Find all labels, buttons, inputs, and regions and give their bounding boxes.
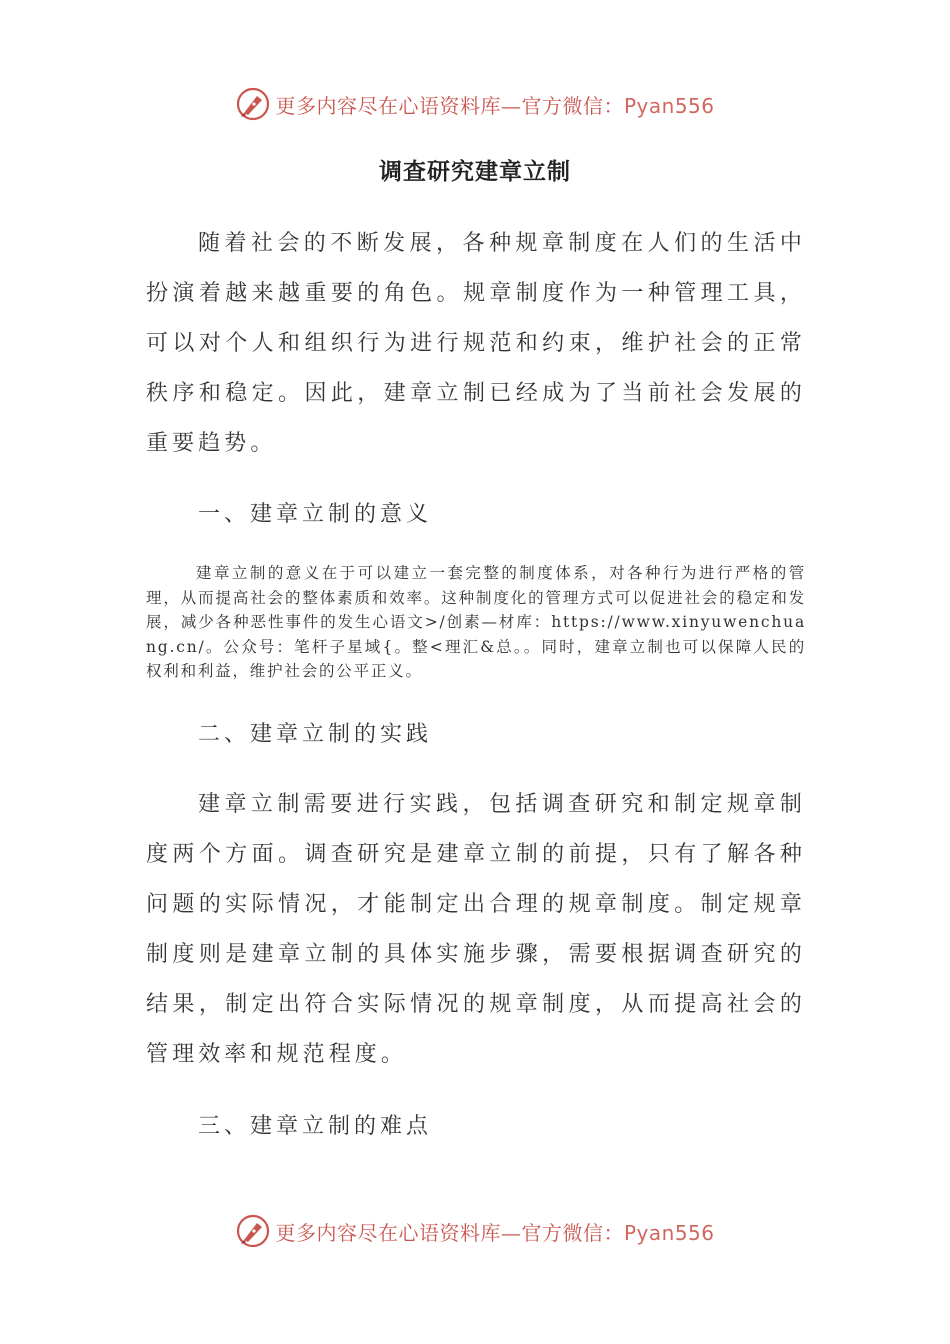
pen-nib-icon xyxy=(235,86,271,122)
banner-label: 更多内容尽在心语资料库—官方微信： xyxy=(275,93,624,118)
section-heading-practice: 二、建章立制的实践 xyxy=(198,722,433,747)
wechat-id: Pyan556 xyxy=(623,1220,715,1245)
footer-banner xyxy=(0,1211,950,1251)
section-body-practice: 建章立制需要进行实践，包括调查研究和制定规章制度两个方面。调查研究是建章立制的前提，只有了解各种问题的实际情况，才能制定出合理的规章制度。制定规章制度则是建章立制的具体实施步骤，需要根据调查研究的结果，制定出符合实际情况的规章制度，从而提高社会的管理效率和规范程度。 xyxy=(146,792,806,1067)
section-body-meaning: 建章立制的意义在于可以建立一套完整的制度体系，对各种行为进行严格的管理，从而提高社会的整体素质和效率。这种制度化的管理方式可以促进社会的稳定和发展，减少各种恶性事件的发生心语文>/创素—材库：https://www.xinyuwenchuang.cn/。公众号：笔杆子星域{。整<理汇&总。。同时，建章立制也可以保障人民的权利和利益，维护社会的公平正义。 xyxy=(146,564,806,680)
banner-text xyxy=(275,90,714,119)
section-heading-difficulty: 三、建章立制的难点 xyxy=(198,1114,433,1139)
document-title: 调查研究建章立制 xyxy=(379,159,571,185)
banner-text xyxy=(275,1217,714,1246)
banner-label: 更多内容尽在心语资料库—官方微信： xyxy=(275,1220,624,1245)
pen-nib-icon xyxy=(235,1213,271,1249)
wechat-id: Pyan556 xyxy=(623,93,715,118)
section-heading-meaning: 一、建章立制的意义 xyxy=(198,502,433,527)
header-banner xyxy=(0,84,950,124)
intro-paragraph: 随着社会的不断发展，各种规章制度在人们的生活中扮演着越来越重要的角色。规章制度作为一种管理工具，可以对个人和组织行为进行规范和约束，维护社会的正常秩序和稳定。因此，建章立制已经成为了当前社会发展的重要趋势。 xyxy=(146,231,806,456)
